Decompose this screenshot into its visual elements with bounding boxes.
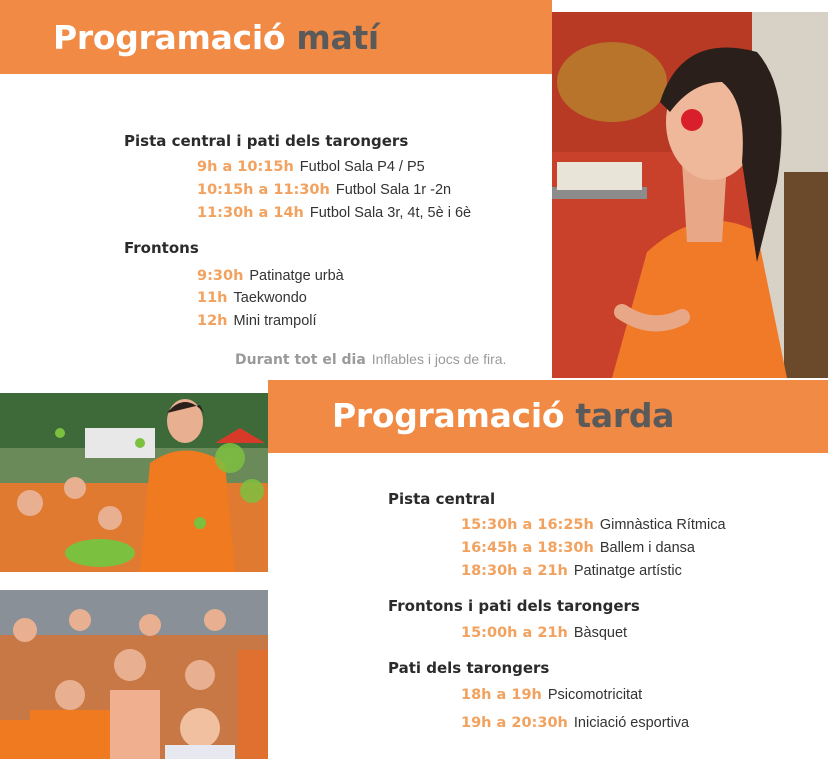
schedule-time: 19h a 20:30h [461, 715, 568, 731]
morning-section-heading: Pista central i pati dels tarongers [124, 132, 409, 150]
schedule-time: 16:45h a 18:30h [461, 540, 594, 556]
schedule-row [461, 687, 642, 703]
morning-title [53, 18, 379, 57]
schedule-activity: Patinatge artístic [573, 563, 682, 579]
schedule-time: 15:00h a 21h [461, 625, 568, 641]
schedule-row [461, 715, 689, 731]
afternoon-section-heading: Pista central [388, 490, 496, 508]
schedule-time: 18:30h a 21h [461, 563, 568, 579]
schedule-row [197, 159, 425, 175]
afternoon-section-heading: Pati dels tarongers [388, 659, 550, 677]
schedule-row [197, 182, 451, 198]
schedule-time: 9h a 10:15h [197, 159, 294, 175]
schedule-activity: Iniciació esportiva [573, 715, 690, 731]
morning-title-period: matí [296, 18, 379, 57]
schedule-activity: Futbol Sala P4 / P5 [299, 159, 425, 175]
schedule-time: 12h [197, 313, 228, 329]
schedule-activity: Patinatge urbà [249, 268, 344, 284]
morning-title-word: Programació [53, 18, 286, 57]
schedule-row [461, 540, 695, 556]
schedule-time: 10:15h a 11:30h [197, 182, 330, 198]
schedule-activity: Gimnàstica Rítmica [599, 517, 726, 533]
schedule-row [461, 563, 682, 579]
morning-section-heading: Frontons [124, 239, 199, 257]
schedule-time: 11:30h a 14h [197, 205, 304, 221]
schedule-activity: Ballem i dansa [599, 540, 695, 556]
photo-young-man-paint [0, 393, 268, 572]
schedule-time: 15:30h a 16:25h [461, 517, 594, 533]
schedule-activity: Futbol Sala 1r -2n [335, 182, 452, 198]
schedule-time: 9:30h [197, 268, 244, 284]
schedule-activity: Psicomotricitat [547, 687, 643, 703]
schedule-row [197, 268, 344, 284]
schedule-row [197, 205, 471, 221]
afternoon-title-word: Programació [332, 396, 565, 435]
all-day-label: Durant tot el dia [235, 352, 366, 368]
schedule-row [197, 290, 307, 306]
afternoon-title-period: tarda [575, 396, 675, 435]
schedule-row [461, 625, 627, 641]
schedule-row [197, 313, 317, 329]
schedule-activity: Taekwondo [233, 290, 307, 306]
photo-girl-face-paint [552, 12, 828, 378]
schedule-activity: Futbol Sala 3r, 4t, 5è i 6è [309, 205, 472, 221]
schedule-activity: Mini trampolí [233, 313, 317, 329]
afternoon-title [332, 396, 675, 435]
all-day-note [235, 351, 506, 368]
photo-children-crowd [0, 590, 268, 759]
schedule-row [461, 517, 726, 533]
schedule-time: 11h [197, 290, 228, 306]
schedule-activity: Bàsquet [573, 625, 628, 641]
schedule-time: 18h a 19h [461, 687, 542, 703]
afternoon-section-heading: Frontons i pati dels tarongers [388, 597, 640, 615]
all-day-activity: Inflables i jocs de fira. [371, 351, 507, 367]
